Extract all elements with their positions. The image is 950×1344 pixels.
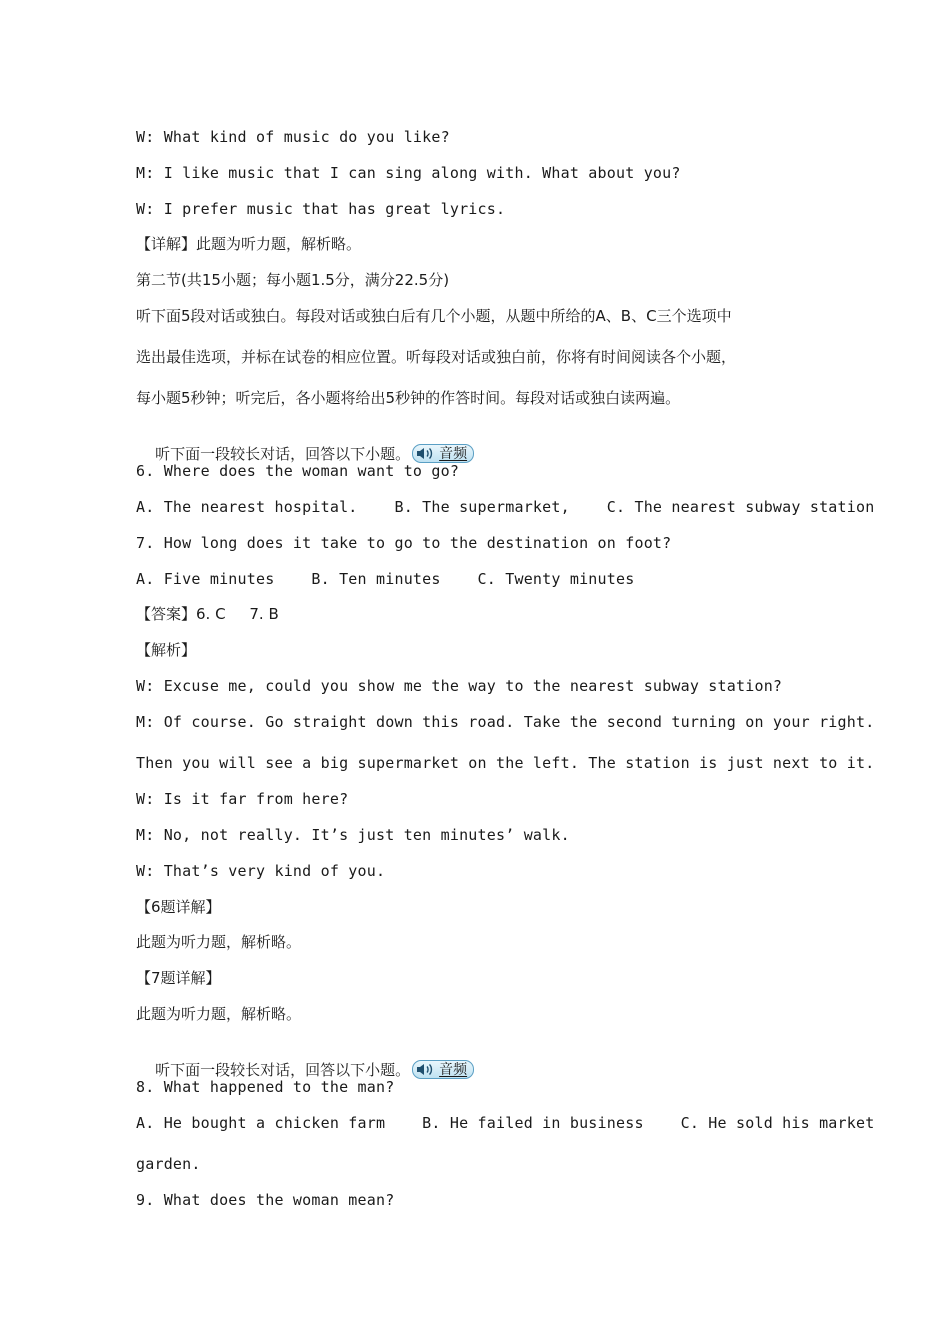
question-line: 6. Where does the woman want to go? bbox=[136, 462, 460, 480]
options-line: garden. bbox=[136, 1155, 201, 1173]
question-line: 7. How long does it take to go to the destination on foot? bbox=[136, 534, 672, 552]
explanation-line: 此题为听力题，解析略。 bbox=[136, 933, 302, 951]
explanation-line: 此题为听力题，解析略。 bbox=[136, 1005, 302, 1023]
detail-heading: 【6题详解】 bbox=[136, 898, 221, 916]
dialogue-line: W: Excuse me, could you show me the way to the nearest subway station? bbox=[136, 677, 783, 695]
instructions-line: 每小题5秒钟；听完后，各小题将给出5秒钟的作答时间。每段对话或独白读两遍。 bbox=[136, 389, 681, 407]
dialogue-line: W: What kind of music do you like? bbox=[136, 128, 450, 146]
dialogue-line: M: No, not really. It’s just ten minutes’ walk. bbox=[136, 826, 570, 844]
question-line: 8. What happened to the man? bbox=[136, 1078, 395, 1096]
listening-prompt bbox=[136, 1040, 474, 1079]
listening-prompt-text: 听下面一段较长对话，回答以下小题。 bbox=[155, 1061, 411, 1079]
question-line: 9. What does the woman mean? bbox=[136, 1191, 395, 1209]
dialogue-line: M: I like music that I can sing along with. What about you? bbox=[136, 164, 681, 182]
instructions-line: 听下面5段对话或独白。每段对话或独白后有几个小题，从题中所给的A、B、C三个选项中 bbox=[136, 307, 732, 325]
options-line: A. The nearest hospital. B. The supermarket, C. The nearest subway station bbox=[136, 498, 875, 516]
dialogue-line: W: That’s very kind of you. bbox=[136, 862, 386, 880]
options-line: A. Five minutes B. Ten minutes C. Twenty minutes bbox=[136, 570, 635, 588]
dialogue-line: M: Of course. Go straight down this road. Take the second turning on your right. bbox=[136, 713, 875, 731]
dialogue-line: W: Is it far from here? bbox=[136, 790, 349, 808]
speaker-icon bbox=[415, 1062, 435, 1077]
dialogue-line: W: I prefer music that has great lyrics. bbox=[136, 200, 506, 218]
speaker-icon bbox=[415, 446, 435, 461]
explanation-line: 【详解】此题为听力题，解析略。 bbox=[136, 235, 362, 253]
answer-line: 【答案】6. C 7. B bbox=[136, 605, 279, 623]
section-heading: 第二节(共15小题；每小题1.5分，满分22.5分) bbox=[136, 271, 450, 289]
audio-label: 音频 bbox=[439, 445, 468, 462]
options-line: A. He bought a chicken farm B. He failed in business C. He sold his market bbox=[136, 1114, 875, 1132]
listening-prompt bbox=[136, 424, 474, 463]
analysis-heading: 【解析】 bbox=[136, 641, 197, 659]
dialogue-line: Then you will see a big supermarket on the left. The station is just next to it. bbox=[136, 754, 875, 772]
listening-prompt-text: 听下面一段较长对话，回答以下小题。 bbox=[155, 445, 411, 463]
audio-button[interactable] bbox=[412, 1060, 474, 1079]
instructions-line: 选出最佳选项，并标在试卷的相应位置。听每段对话或独白前，你将有时间阅读各个小题， bbox=[136, 348, 737, 366]
detail-heading: 【7题详解】 bbox=[136, 969, 221, 987]
audio-label: 音频 bbox=[439, 1061, 468, 1078]
